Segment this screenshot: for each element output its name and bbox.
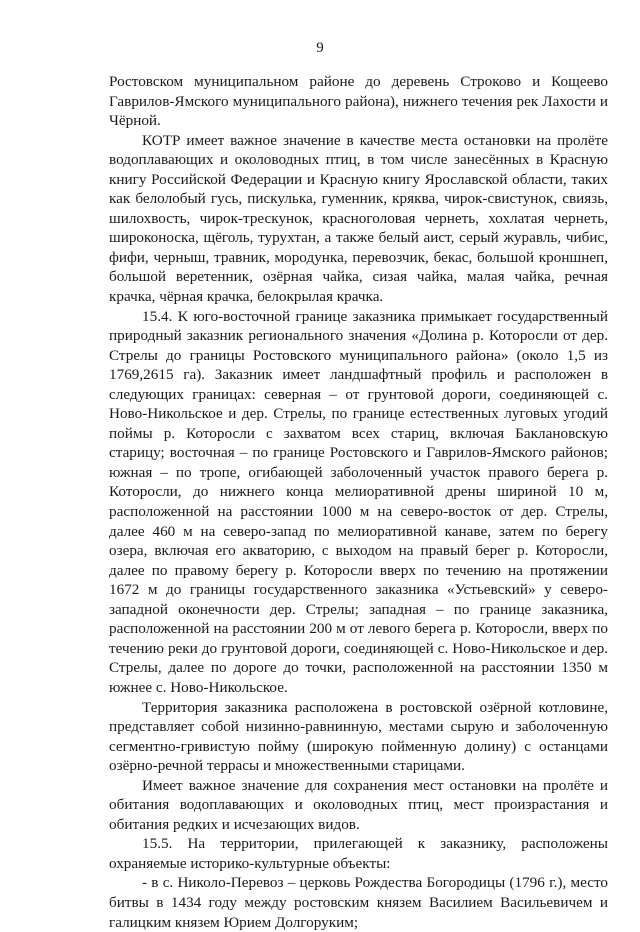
document-body	[109, 72, 608, 932]
list-item-nikolo-perevoz: - в с. Николо-Перевоз – церковь Рождества Богородицы (1796 г.), место битвы в 1434 году между ростовским князем Василием Васильевичем и галицким князем Юрием Долгоруким;	[109, 874, 608, 931]
paragraph-continuation: Ростовском муниципальном районе до деревень Строково и Кощеево Гаврилов-Ямского муниципального района), нижнего течения рек Лахости и Чёрной.	[109, 73, 608, 130]
paragraph-territory-description: Территория заказника расположена в ростовской озёрной котловине, представляет собой низинно-равнинную, местами сырую и заболоченную сегментно-гривистую пойму (широкую пойменную долину) с останцами озёрно-речной террасы и множественными старицами.	[109, 698, 608, 775]
paragraph-15-5-heritage: 15.5. На территории, прилегающей к заказнику, расположены охраняемые историко-культурные объекты:	[109, 835, 608, 872]
page-number: 9	[316, 40, 324, 56]
paragraph-importance: Имеет важное значение для сохранения мест остановки на пролёте и обитания водоплавающих и околоводных птиц, мест произрастания и обитания редких и исчезающих видов.	[109, 776, 608, 833]
paragraph-kotr-birds: КОТР имеет важное значение в качестве места остановки на пролёте водоплавающих и околоводных птиц, в том числе занесённых в Красную книгу Российской Федерации и Красную книгу Ярославской области, таких как белолобый гусь, пискулька, гуменник, кряква, чирок-свистунок, свиязь, шилохвость, чирок-трескунок, красноголовая чернеть, хохлатая чернеть, широконоска, щёголь, турухтан, а также белый аист, серый журавль, чибис, фифи, черныш, травник, мородунка, перевозчик, бекас, большой кроншнеп, большой веретенник, озёрная чайка, сизая чайка, малая чайка, речная крачка, чёрная крачка, белокрылая крачка.	[109, 131, 608, 306]
paragraph-15-4-reserve-borders: 15.4. К юго-восточной границе заказника примыкает государственный природный заказник регионального значения «Долина р. Которосли от дер. Стрелы до границы Ростовского муниципального района» (около 1,5 из 1769,2615 га). Заказник имеет ландшафтный профиль и расположен в следующих границах: северная – от грунтовой дороги, соединяющей с. Ново-Никольское и дер. Стрелы, по границе естественных луговых угодий поймы р. Которосли с захватом всех стариц, включая Баклановскую старицу; восточная – по границе Ростовского и Гаврилов-Ямского районов; южная – по тропе, огибающей заболоченный участок правого берега р. Которосли, до нижнего конца мелиоративной дрены шириной 10 м, расположенной на расстоянии 1000 м на северо-восток от дер. Стрелы, далее 460 м на северо-запад по мелиоративной канаве, затем по берегу озера, включая его акваторию, с выходом на правый берег р. Которосли, далее по правому берегу р. Которосли вверх по течению на протяжении 1672 м до границы государственного заказника «Устьевский» у северо-западной оконечности дер. Стрелы; западная – по границе заказника, расположенной на расстоянии 200 м от левого берега р. Которосли, вверх по течению реки до грунтовой дороги, соединяющей с. Ново-Никольское и дер. Стрелы, далее по дороге до точки, расположенной на расстоянии 1350 м южнее с. Ново-Никольское.	[109, 307, 608, 696]
